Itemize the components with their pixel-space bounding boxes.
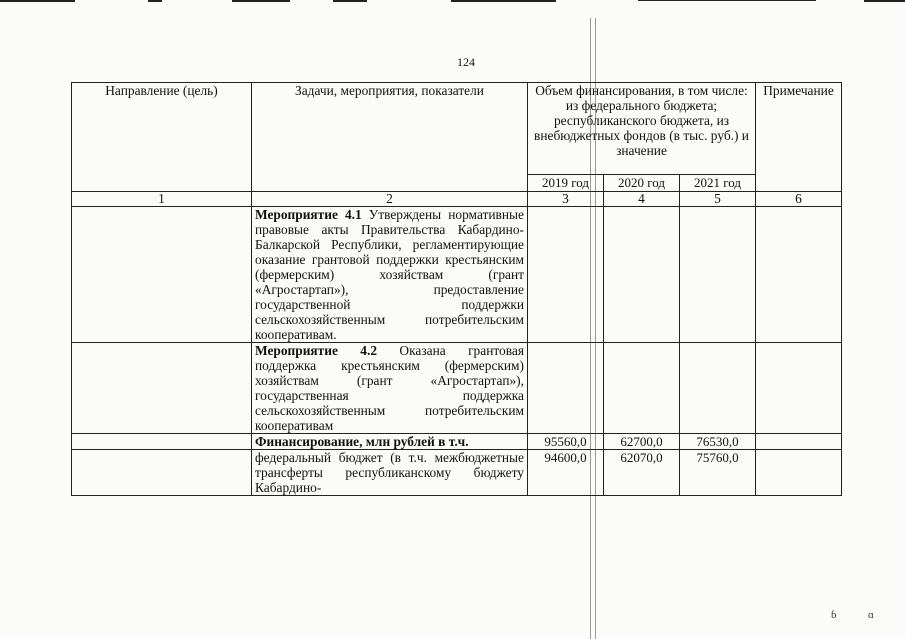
federal-2020: 62070,0 bbox=[604, 450, 680, 496]
scan-mark bbox=[451, 0, 556, 2]
activity-4-1 bbox=[252, 207, 528, 343]
year-2020: 2020 год bbox=[604, 175, 680, 192]
corner-mark: ɓ bbox=[831, 609, 837, 621]
scan-mark bbox=[148, 0, 162, 2]
column-number: 5 bbox=[680, 192, 756, 207]
corner-mark: ɑ bbox=[868, 609, 874, 621]
activity-text: Утверждены нормативные правовые акты Правительства Кабардино-Балкарской Республики, регламентирующие оказание грантовой поддержки крестьянским (фермерским) хозяйствам (грант «Агростартап»), предоставление государственной поддержки сельскохозяйственным потребительским кооперативам. bbox=[255, 207, 524, 342]
column-number-row bbox=[72, 192, 842, 207]
note-cell bbox=[756, 207, 842, 343]
value-cell bbox=[604, 207, 680, 343]
scan-mark bbox=[0, 0, 75, 2]
direction-cell bbox=[72, 434, 252, 450]
financing-2020: 62700,0 bbox=[604, 434, 680, 450]
scan-mark bbox=[864, 0, 905, 2]
table-row bbox=[72, 343, 842, 434]
financing-total-row bbox=[72, 434, 842, 450]
federal-2019: 94600,0 bbox=[528, 450, 604, 496]
year-2019: 2019 год bbox=[528, 175, 604, 192]
page-number: 124 bbox=[457, 55, 475, 69]
header-financing: Объем финансирования, в том числе: из федерального бюджета; республиканского бюджета, из внебюджетных фондов (в тыс. руб.) и значение bbox=[528, 83, 756, 175]
direction-cell bbox=[72, 207, 252, 343]
header-direction: Направление (цель) bbox=[72, 83, 252, 192]
direction-cell bbox=[72, 343, 252, 434]
column-number: 6 bbox=[756, 192, 842, 207]
activity-4-2 bbox=[252, 343, 528, 434]
activity-title: Мероприятие 4.2 bbox=[255, 343, 378, 358]
federal-2021: 75760,0 bbox=[680, 450, 756, 496]
value-cell bbox=[528, 343, 604, 434]
value-cell bbox=[680, 207, 756, 343]
header-tasks: Задачи, мероприятия, показатели bbox=[252, 83, 528, 192]
federal-budget-row bbox=[72, 450, 842, 496]
scan-mark bbox=[638, 0, 816, 1]
federal-budget-label: федеральный бюджет (в т.ч. межбюджетные трансферты республиканскому бюджету Кабардино- bbox=[252, 450, 528, 496]
note-cell bbox=[756, 434, 842, 450]
header-row bbox=[72, 83, 842, 175]
financing-label: Финансирование, млн рублей в т.ч. bbox=[252, 434, 528, 450]
year-2021: 2021 год bbox=[680, 175, 756, 192]
note-cell bbox=[756, 450, 842, 496]
header-note: Примечание bbox=[756, 83, 842, 192]
value-cell bbox=[680, 343, 756, 434]
column-number: 4 bbox=[604, 192, 680, 207]
scan-mark bbox=[232, 0, 290, 2]
value-cell bbox=[528, 207, 604, 343]
note-cell bbox=[756, 343, 842, 434]
scan-mark bbox=[333, 0, 367, 2]
column-number: 1 bbox=[72, 192, 252, 207]
activity-text: Оказана грантовая поддержка крестьянским (фермерским) хозяйствам (грант «Агростартап»), государственная поддержка сельскохозяйственным потребительским кооперативам bbox=[255, 343, 524, 433]
direction-cell bbox=[72, 450, 252, 496]
value-cell bbox=[604, 343, 680, 434]
financing-2021: 76530,0 bbox=[680, 434, 756, 450]
financing-table bbox=[71, 82, 842, 496]
column-number: 2 bbox=[252, 192, 528, 207]
column-number: 3 bbox=[528, 192, 604, 207]
activity-title: Мероприятие 4.1 bbox=[255, 207, 362, 222]
table-row bbox=[72, 207, 842, 343]
financing-2019: 95560,0 bbox=[528, 434, 604, 450]
